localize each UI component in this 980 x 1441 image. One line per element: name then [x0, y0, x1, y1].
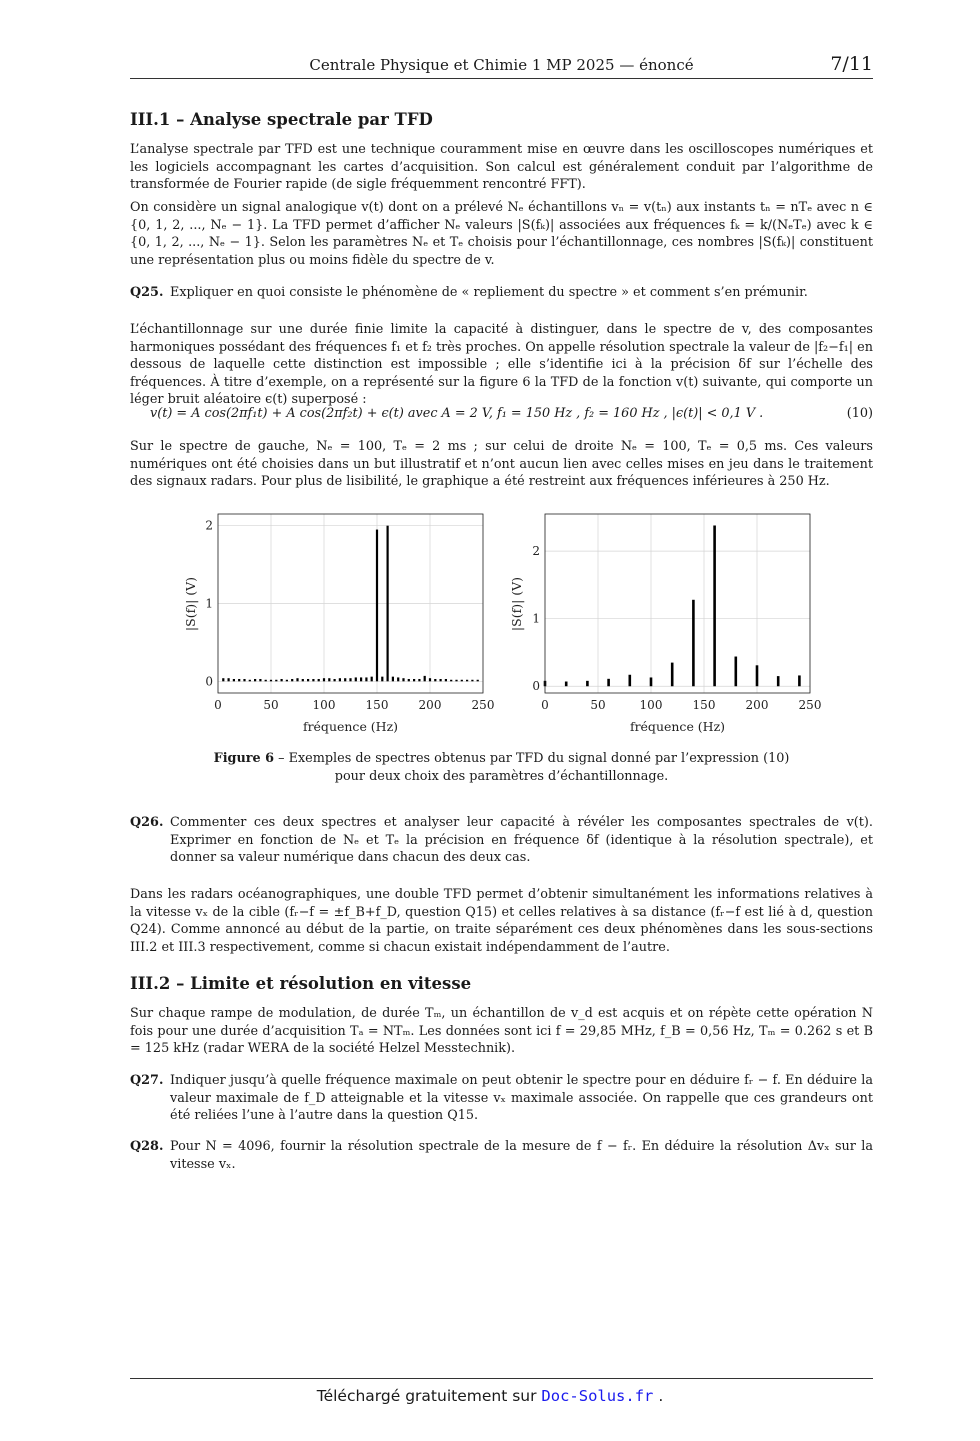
- chart-1-x-tick-label: 200: [418, 698, 442, 712]
- question-text: Indiquer jusqu’à quelle fréquence maximale on peut obtenir le spectre pour en déduire fᵣ − f. En déduire la valeur maximale de f_D atteignable et la vitesse vₓ maximale associée. On rappelle que ces grandeurs ont été reliées l’une à l’autre dans la question Q15.: [170, 1073, 873, 1123]
- footer-rule: [130, 1378, 873, 1379]
- paragraph-acquisition: Sur chaque rampe de modulation, de durée Tₘ, un échantillon de v_d est acquis et on répète cette opération N fois pour une durée d’acquisition Tₐ = NTₘ. Les données sont ici f = 29,85 MHz, f_B = 0,56 Hz, Tₘ = 0.262 s et B = 125 kHz (radar WERA de la société Helzel Messtechnik).: [130, 1006, 873, 1056]
- chart-2-y-tick-label: 1: [532, 611, 540, 626]
- chart-2-x-tick-label: 200: [745, 698, 769, 712]
- chart-2-bar: [777, 676, 780, 686]
- paragraph-intro: L’analyse spectrale par TFD est une technique couramment mise en œuvre dans les oscilloscopes numériques et les logiciels accompagnant les cartes d’acquisition. Son calcul est généralement conduit par l’algorithme de transformée de Fourier rapide (de sigle fréquemment rencontré FFT).: [130, 142, 873, 192]
- chart-1-bar: [397, 677, 399, 681]
- figure-6: [0, 500, 980, 745]
- question-text: Pour N = 4096, fournir la résolution spectrale de la mesure de f − fᵣ. En déduire la résolution Δvₓ sur la vitesse vₓ.: [170, 1139, 873, 1172]
- chart-2-bar: [713, 525, 716, 686]
- chart-1-bar: [450, 680, 452, 682]
- chart-1-bar: [302, 679, 304, 681]
- chart-1-bar: [222, 678, 224, 681]
- chart-1-bar: [344, 678, 346, 681]
- chart-1-bar: [286, 680, 288, 682]
- page-number: 7/11: [830, 53, 873, 75]
- chart-1-bar: [455, 680, 457, 682]
- chart-1-bar: [408, 679, 410, 681]
- chart-1-bar: [466, 680, 468, 682]
- chart-1-bar: [434, 679, 436, 681]
- chart-1-x-tick-label: 150: [365, 698, 389, 712]
- caption-line-1: – Exemples de spectres obtenus par TFD du signal donné par l’expression (10): [274, 751, 790, 766]
- chart-1-bar: [424, 676, 426, 681]
- chart-1-bar: [339, 678, 341, 681]
- chart-1-x-tick-label: 250: [471, 698, 495, 712]
- chart-1-bar: [233, 679, 235, 681]
- question-label: Q28.: [130, 1139, 164, 1154]
- chart-1-bar: [413, 679, 415, 681]
- chart-1-bar: [355, 677, 357, 681]
- caption-line-2: pour deux choix des paramètres d’échantillonnage.: [334, 768, 669, 784]
- question-q27: [130, 1072, 873, 1125]
- chart-1-y-tick-label: 2: [205, 518, 213, 533]
- chart-1-bar: [259, 679, 261, 681]
- chart-1-bar: [387, 526, 389, 682]
- paragraph-double-tfd: Dans les radars océanographiques, une double TFD permet d’obtenir simultanément les informations relatives à la vitesse vₓ de la cible (fᵣ−f = ±f_B+f_D, question Q15) et celles relatives à sa distance (fᵣ−f est lié à d, question Q24). Comme annoncé au début de la partie, on traite séparément ces deux phénomènes dans les sous-sections III.2 et III.3 respectivement, comme si chacun existait indépendamment de l’autre.: [130, 887, 873, 955]
- chart-1-x-tick-label: 50: [263, 698, 279, 712]
- chart-1-bar: [228, 678, 230, 681]
- chart-2-bar: [650, 677, 653, 686]
- figure-caption: [130, 750, 873, 785]
- question-text: Commenter ces deux spectres et analyser leur capacité à révéler les composantes spectrales de v(t). Exprimer en fonction de Nₑ et Tₑ la précision en fréquence δf (identique à la résolution spectrale), et donner sa valeur numérique dans chacun des deux cas.: [170, 815, 873, 865]
- chart-1-bar: [376, 530, 378, 682]
- question-text: Expliquer en quoi consiste le phénomène de « repliement du spectre » et comment s’en prémunir.: [170, 285, 808, 300]
- chart-2-frame: [545, 514, 810, 693]
- chart-1-bar: [243, 679, 245, 681]
- chart-2-bar: [565, 682, 568, 687]
- chart-2-x-tick-label: 250: [798, 698, 822, 712]
- chart-1-bar: [461, 680, 463, 682]
- chart-1-bar: [312, 679, 314, 681]
- chart-1-bar: [418, 679, 420, 681]
- chart-1-bar: [349, 678, 351, 681]
- question-q28: [130, 1138, 873, 1173]
- chart-1-bar: [323, 678, 325, 681]
- footer-prefix: Téléchargé gratuitement sur: [316, 1387, 542, 1405]
- chart-2-x-tick-label: 150: [692, 698, 716, 712]
- footer: [0, 1387, 980, 1405]
- chart-1-bar: [275, 680, 277, 682]
- chart-1-y-tick-label: 0: [205, 674, 213, 689]
- chart-1-x-axis-label: fréquence (Hz): [302, 719, 399, 734]
- chart-1-bar: [254, 679, 256, 681]
- chart-1-bar: [440, 679, 442, 681]
- chart-2-x-tick-label: 100: [639, 698, 663, 712]
- chart-1-bar: [281, 679, 283, 681]
- chart-2-y-axis-label: |S(f)| (V): [509, 576, 524, 632]
- question-label: Q25.: [130, 285, 164, 300]
- chart-2-bar: [586, 681, 589, 686]
- chart-2-x-axis-label: fréquence (Hz): [629, 719, 726, 734]
- chart-1-bar: [307, 679, 309, 681]
- chart-1-bar: [265, 680, 267, 682]
- chart-1-bar: [392, 677, 394, 682]
- chart-1-bar: [296, 678, 298, 681]
- chart-2-y-tick-label: 2: [532, 544, 540, 559]
- chart-1-bar: [371, 677, 373, 682]
- section-title-iii-2: III.2 – Limite et résolution en vitesse: [130, 974, 472, 993]
- chart-2-bar: [735, 657, 738, 687]
- paragraph-resolution: L’échantillonnage sur une durée finie limite la capacité à distinguer, dans le spectre de v, des composantes harmoniques possédant des fréquences f₁ et f₂ très proches. On appelle résolution spectrale la valeur de |f₂−f₁| en dessous de laquelle cette distinction est impossible ; elle s’identifie ici à la précision δf sur l’échelle des fréquences. À titre d’exemple, on a représenté sur la figure 6 la TFD de la fonction v(t) suivante, qui comporte un léger bruit aléatoire ϵ(t) superposé :: [130, 322, 873, 407]
- paragraph-parameters: Sur le spectre de gauche, Nₑ = 100, Tₑ = 2 ms ; sur celui de droite Nₑ = 100, Tₑ = 0,5 ms. Ces valeurs numériques ont été choisies dans un but illustratif et n’ont aucun lien avec celles mises en jeu dans le traitement des signaux radars. Pour plus de lisibilité, le graphique a été restreint aux fréquences inférieures à 250 Hz.: [130, 439, 873, 489]
- chart-1-y-tick-label: 1: [205, 596, 213, 611]
- chart-2-y-tick-label: 0: [532, 679, 540, 694]
- chart-2-bar: [629, 675, 632, 686]
- chart-2-bar: [692, 600, 695, 686]
- page-header: [130, 54, 873, 79]
- chart-1-bar: [445, 679, 447, 681]
- chart-1-bar: [249, 680, 251, 682]
- chart-1-bar: [270, 680, 272, 682]
- chart-1-bar: [365, 677, 367, 681]
- chart-1-bar: [381, 677, 383, 682]
- chart-1-bar: [360, 677, 362, 681]
- chart-2-bar: [798, 675, 801, 686]
- chart-1-bar: [238, 679, 240, 681]
- chart-2-bar: [671, 663, 674, 687]
- chart-2-bar: [607, 679, 610, 686]
- footer-suffix: .: [653, 1387, 664, 1405]
- chart-1-bar: [471, 680, 473, 682]
- equation-text: v(t) = A cos(2πf₁t) + A cos(2πf₂t) + ϵ(t) avec A = 2 V, f₁ = 150 Hz , f₂ = 160 Hz , |ϵ(t)| < 0,1 V .: [150, 406, 764, 421]
- question-q25: [130, 284, 873, 302]
- chart-1-bar: [477, 680, 479, 682]
- chart-2-bar: [756, 665, 759, 686]
- chart-2-x-tick-label: 0: [541, 698, 549, 712]
- caption-label: Figure 6: [213, 751, 275, 766]
- chart-1-y-axis-label: |S(f)| (V): [183, 576, 198, 632]
- chart-1-bar: [328, 678, 330, 681]
- question-label: Q26.: [130, 815, 164, 830]
- section-title-iii-1: III.1 – Analyse spectrale par TFD: [130, 110, 433, 129]
- chart-2-x-tick-label: 50: [590, 698, 606, 712]
- header-title: Centrale Physique et Chimie 1 MP 2025 — énoncé: [309, 56, 694, 74]
- equation-number: (10): [846, 406, 873, 421]
- chart-1-bar: [291, 679, 293, 681]
- chart-1-bar: [429, 678, 431, 681]
- question-label: Q27.: [130, 1073, 164, 1088]
- chart-1-bar: [402, 678, 404, 681]
- chart-1-x-tick-label: 100: [312, 698, 336, 712]
- chart-1-bar: [334, 679, 336, 681]
- chart-1-x-tick-label: 0: [214, 698, 222, 712]
- paragraph-signal: On considère un signal analogique v(t) dont on a prélevé Nₑ échantillons vₙ = v(tₙ) aux instants tₙ = nTₑ avec n ∈ {0, 1, 2, ..., Nₑ − 1}. La TFD permet d’afficher Nₑ valeurs |S(fₖ)| associées aux fréquences fₖ = k/(NₑTₑ) avec k ∈ {0, 1, 2, ..., Nₑ − 1}. Selon les paramètres Nₑ et Tₑ choisis pour l’échantillonnage, ces nombres |S(fₖ)| constituent une représentation plus ou moins fidèle du spectre de v.: [130, 200, 873, 268]
- chart-1-bar: [318, 679, 320, 681]
- question-q26: [130, 814, 873, 867]
- footer-link[interactable]: Doc-Solus.fr: [541, 1387, 654, 1405]
